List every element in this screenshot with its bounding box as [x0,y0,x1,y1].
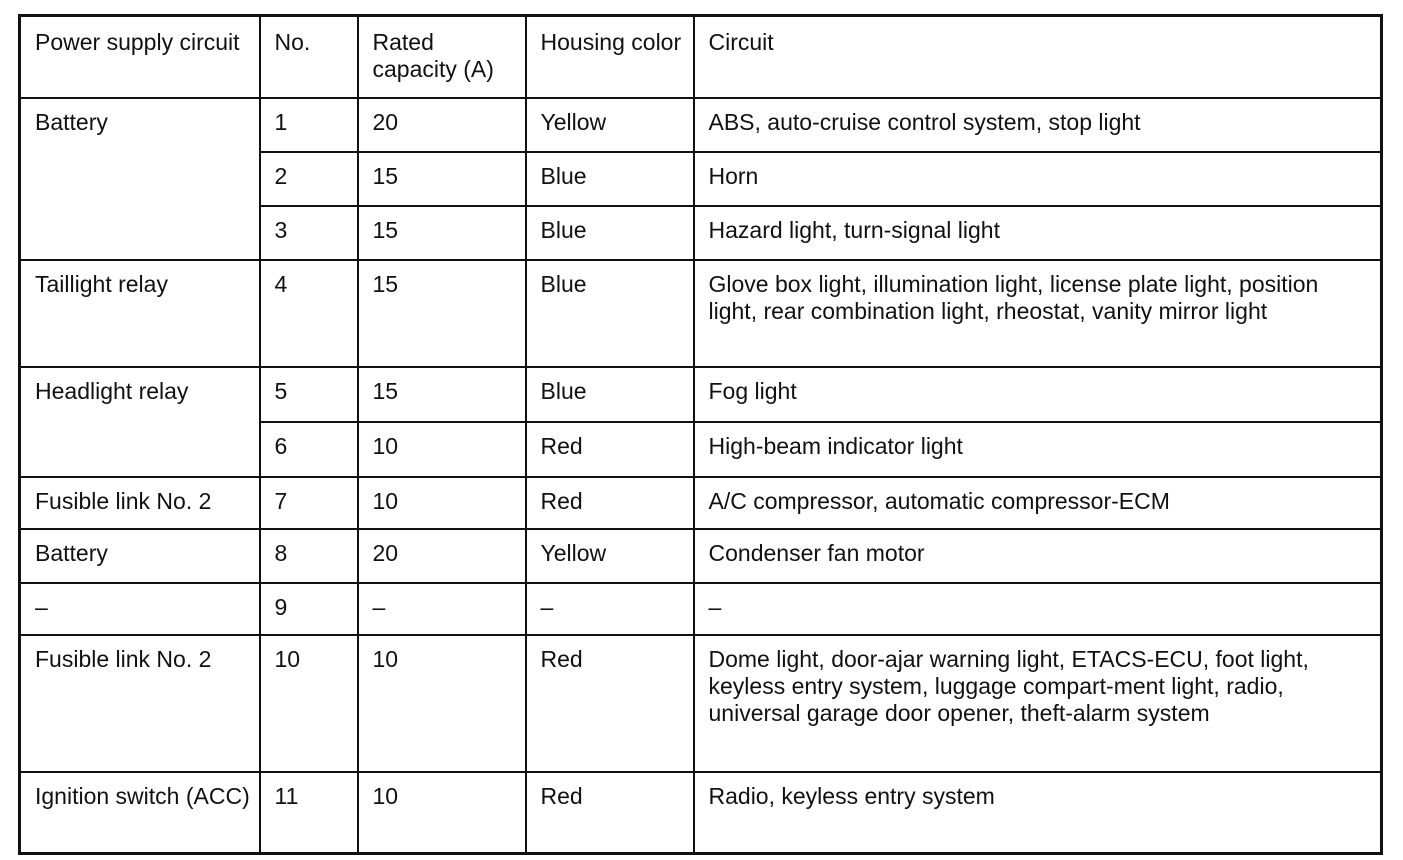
rated-cell: 20 [358,529,526,583]
rated-cell: 15 [358,367,526,422]
circuit-cell: Dome light, door-ajar warning light, ETACS-ECU, foot light, keyless entry system, luggage compart-ment light, radio, universal garage door opener, theft-alarm system [694,635,1382,772]
table-row [20,367,1382,422]
table-row [20,98,1382,152]
supply-cell: Battery [20,98,260,260]
table-row [20,583,1382,635]
no-cell: 10 [260,635,358,772]
header-power-supply-circuit: Power supply circuit [20,16,260,98]
no-cell: 7 [260,477,358,529]
no-cell: 1 [260,98,358,152]
header-housing-color: Housing color [526,16,694,98]
housing-cell: Blue [526,152,694,206]
supply-cell: Headlight relay [20,367,260,477]
circuit-cell: High-beam indicator light [694,422,1382,477]
supply-cell: Battery [20,529,260,583]
housing-cell: Blue [526,260,694,367]
circuit-cell: Radio, keyless entry system [694,772,1382,854]
rated-cell: 10 [358,772,526,854]
table-row [20,635,1382,772]
circuit-cell: Condenser fan motor [694,529,1382,583]
circuit-cell: Glove box light, illumination light, license plate light, position light, rear combination light, rheostat, vanity mirror light [694,260,1382,367]
table-row [20,772,1382,854]
housing-cell: Blue [526,367,694,422]
supply-cell: – [20,583,260,635]
housing-cell: Yellow [526,98,694,152]
rated-cell: 10 [358,422,526,477]
supply-cell: Fusible link No. 2 [20,477,260,529]
table-row [20,529,1382,583]
header-circuit: Circuit [694,16,1382,98]
circuit-cell: ABS, auto-cruise control system, stop light [694,98,1382,152]
no-cell: 9 [260,583,358,635]
housing-cell: Red [526,635,694,772]
circuit-cell: A/C compressor, automatic compressor-ECM [694,477,1382,529]
no-cell: 5 [260,367,358,422]
header-no: No. [260,16,358,98]
no-cell: 4 [260,260,358,367]
housing-cell: Red [526,772,694,854]
no-cell: 6 [260,422,358,477]
rated-cell: 10 [358,635,526,772]
supply-cell: Fusible link No. 2 [20,635,260,772]
no-cell: 3 [260,206,358,260]
housing-cell: Blue [526,206,694,260]
housing-cell: Red [526,422,694,477]
table-header-row [20,16,1382,98]
circuit-cell: Fog light [694,367,1382,422]
no-cell: 8 [260,529,358,583]
circuit-cell: Horn [694,152,1382,206]
housing-cell: – [526,583,694,635]
rated-cell: 15 [358,260,526,367]
rated-cell: 15 [358,206,526,260]
table-row [20,260,1382,367]
rated-cell: 15 [358,152,526,206]
no-cell: 2 [260,152,358,206]
rated-cell: 20 [358,98,526,152]
header-rated-capacity: Rated capacity (A) [358,16,526,98]
table-row [20,477,1382,529]
housing-cell: Yellow [526,529,694,583]
fuse-table [18,14,1383,855]
no-cell: 11 [260,772,358,854]
rated-cell: 10 [358,477,526,529]
supply-cell: Taillight relay [20,260,260,367]
rated-cell: – [358,583,526,635]
supply-cell: Ignition switch (ACC) [20,772,260,854]
housing-cell: Red [526,477,694,529]
circuit-cell: – [694,583,1382,635]
circuit-cell: Hazard light, turn-signal light [694,206,1382,260]
